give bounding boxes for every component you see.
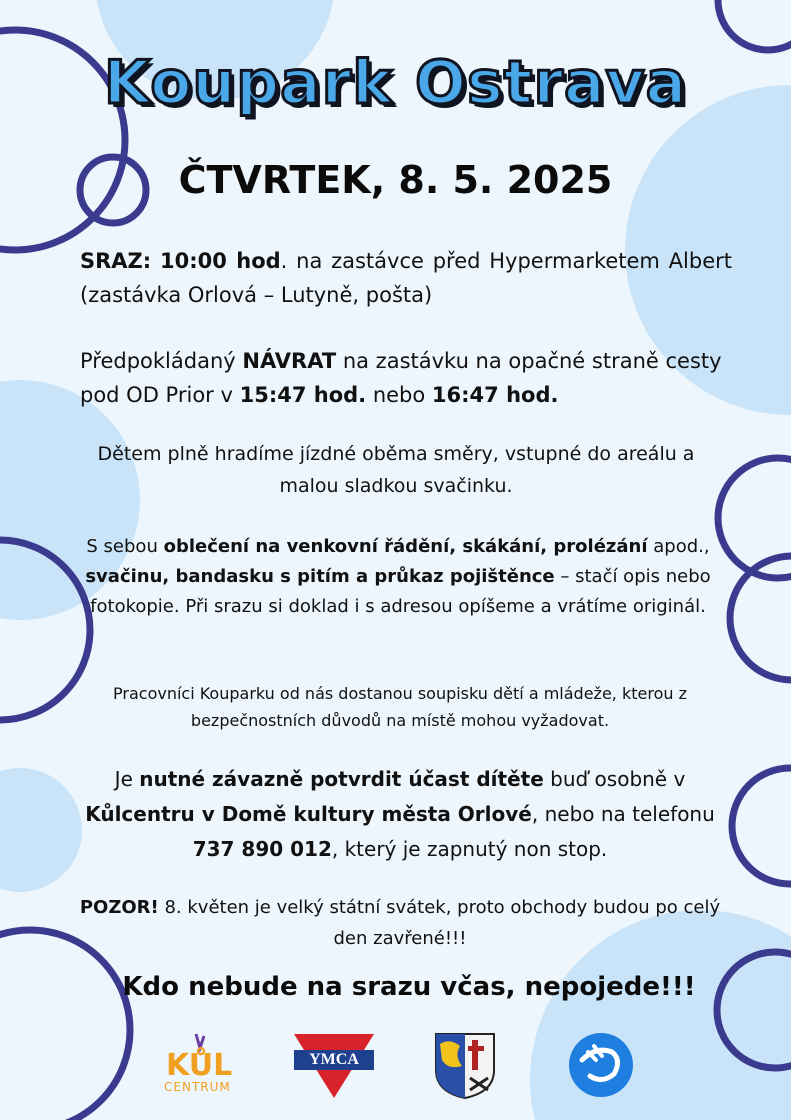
- meeting-label: SRAZ:: [80, 249, 152, 273]
- ring-top-right: [718, 0, 791, 50]
- final-warning: Kdo nebude na srazu včas, nepojede!!!: [122, 972, 696, 1002]
- bring-clothes: oblečení na venkovní řádění, skákání, prolézání: [163, 536, 648, 557]
- confirm-text-4: , který je zapnutý non stop.: [331, 837, 608, 861]
- meeting-time: 10:00 hod: [159, 249, 281, 273]
- return-text-2: na zastávku na opačné straně cesty pod OD Prior v: [80, 349, 722, 407]
- sponsor-logos: [0, 1030, 791, 1100]
- return-label: NÁVRAT: [242, 349, 337, 373]
- kulcentrum-logo: [160, 1030, 232, 1100]
- crest-icon: [432, 1030, 498, 1100]
- bring-text-1: S sebou: [86, 536, 164, 557]
- kulcentrum-logo-subtext: CENTRUM: [164, 1080, 231, 1094]
- children-paid-info: Dětem plně hradíme jízdné oběma směry, vstupné do areálu a malou sladkou svačinku.: [97, 443, 695, 497]
- confirm-text-3: , nebo na telefonu: [531, 802, 715, 826]
- ymca-logo-text: YMCA: [294, 1050, 374, 1070]
- confirm-text-1: Je: [114, 767, 140, 791]
- meeting-info: [80, 244, 732, 312]
- meeting-place: . na zastávce před Hypermarketem Albert (zastávka Orlová – Lutyně, pošta): [80, 249, 732, 307]
- orlova-crest-logo: [432, 1030, 498, 1100]
- return-time-1: 15:47 hod.: [239, 383, 367, 407]
- bring-text-2: apod.,: [647, 536, 710, 557]
- ring-right-3: [732, 768, 791, 884]
- confirmation-info: [70, 762, 730, 867]
- event-date: ČTVRTEK, 8. 5. 2025: [178, 158, 613, 202]
- phone-number: 737 890 012: [192, 837, 332, 861]
- holiday-warning: [70, 892, 730, 954]
- return-time-2: 16:47 hod.: [431, 383, 559, 407]
- poster-title: Koupark Ostrava: [103, 48, 688, 118]
- confirm-text-2: buď osobně v: [543, 767, 686, 791]
- return-text-1: Předpokládaný: [80, 349, 243, 373]
- blue-hand-icon: [566, 1030, 636, 1100]
- bring-items: svačinu, bandasku s pitím a průkaz pojištěnce: [85, 566, 555, 587]
- ymca-logo: [292, 1030, 376, 1100]
- confirm-required: nutné závazně potvrdit účast dítěte: [139, 767, 544, 791]
- staff-list-info: Pracovníci Kouparku od nás dostanou soupisku dětí a mládeže, kterou z bezpečnostních důvodů na místě mohou vyžadovat.: [113, 684, 687, 730]
- what-to-bring: [68, 532, 728, 622]
- return-text-3: nebo: [366, 383, 432, 407]
- confirm-place: Kůlcentru v Domě kultury města Orlové: [85, 802, 532, 826]
- warning-label: POZOR!: [79, 897, 159, 918]
- return-info: [80, 344, 742, 412]
- blue-hand-logo: [566, 1030, 636, 1100]
- kulcentrum-logo-text: KŮL: [166, 1048, 233, 1083]
- bring-text-3: – stačí opis nebo fotokopie. Při srazu si doklad i s adresou opíšeme a vrátíme originál.: [90, 566, 711, 617]
- warning-text: 8. květen je velký státní svátek, proto obchody budou po celý den zavřené!!!: [158, 897, 721, 949]
